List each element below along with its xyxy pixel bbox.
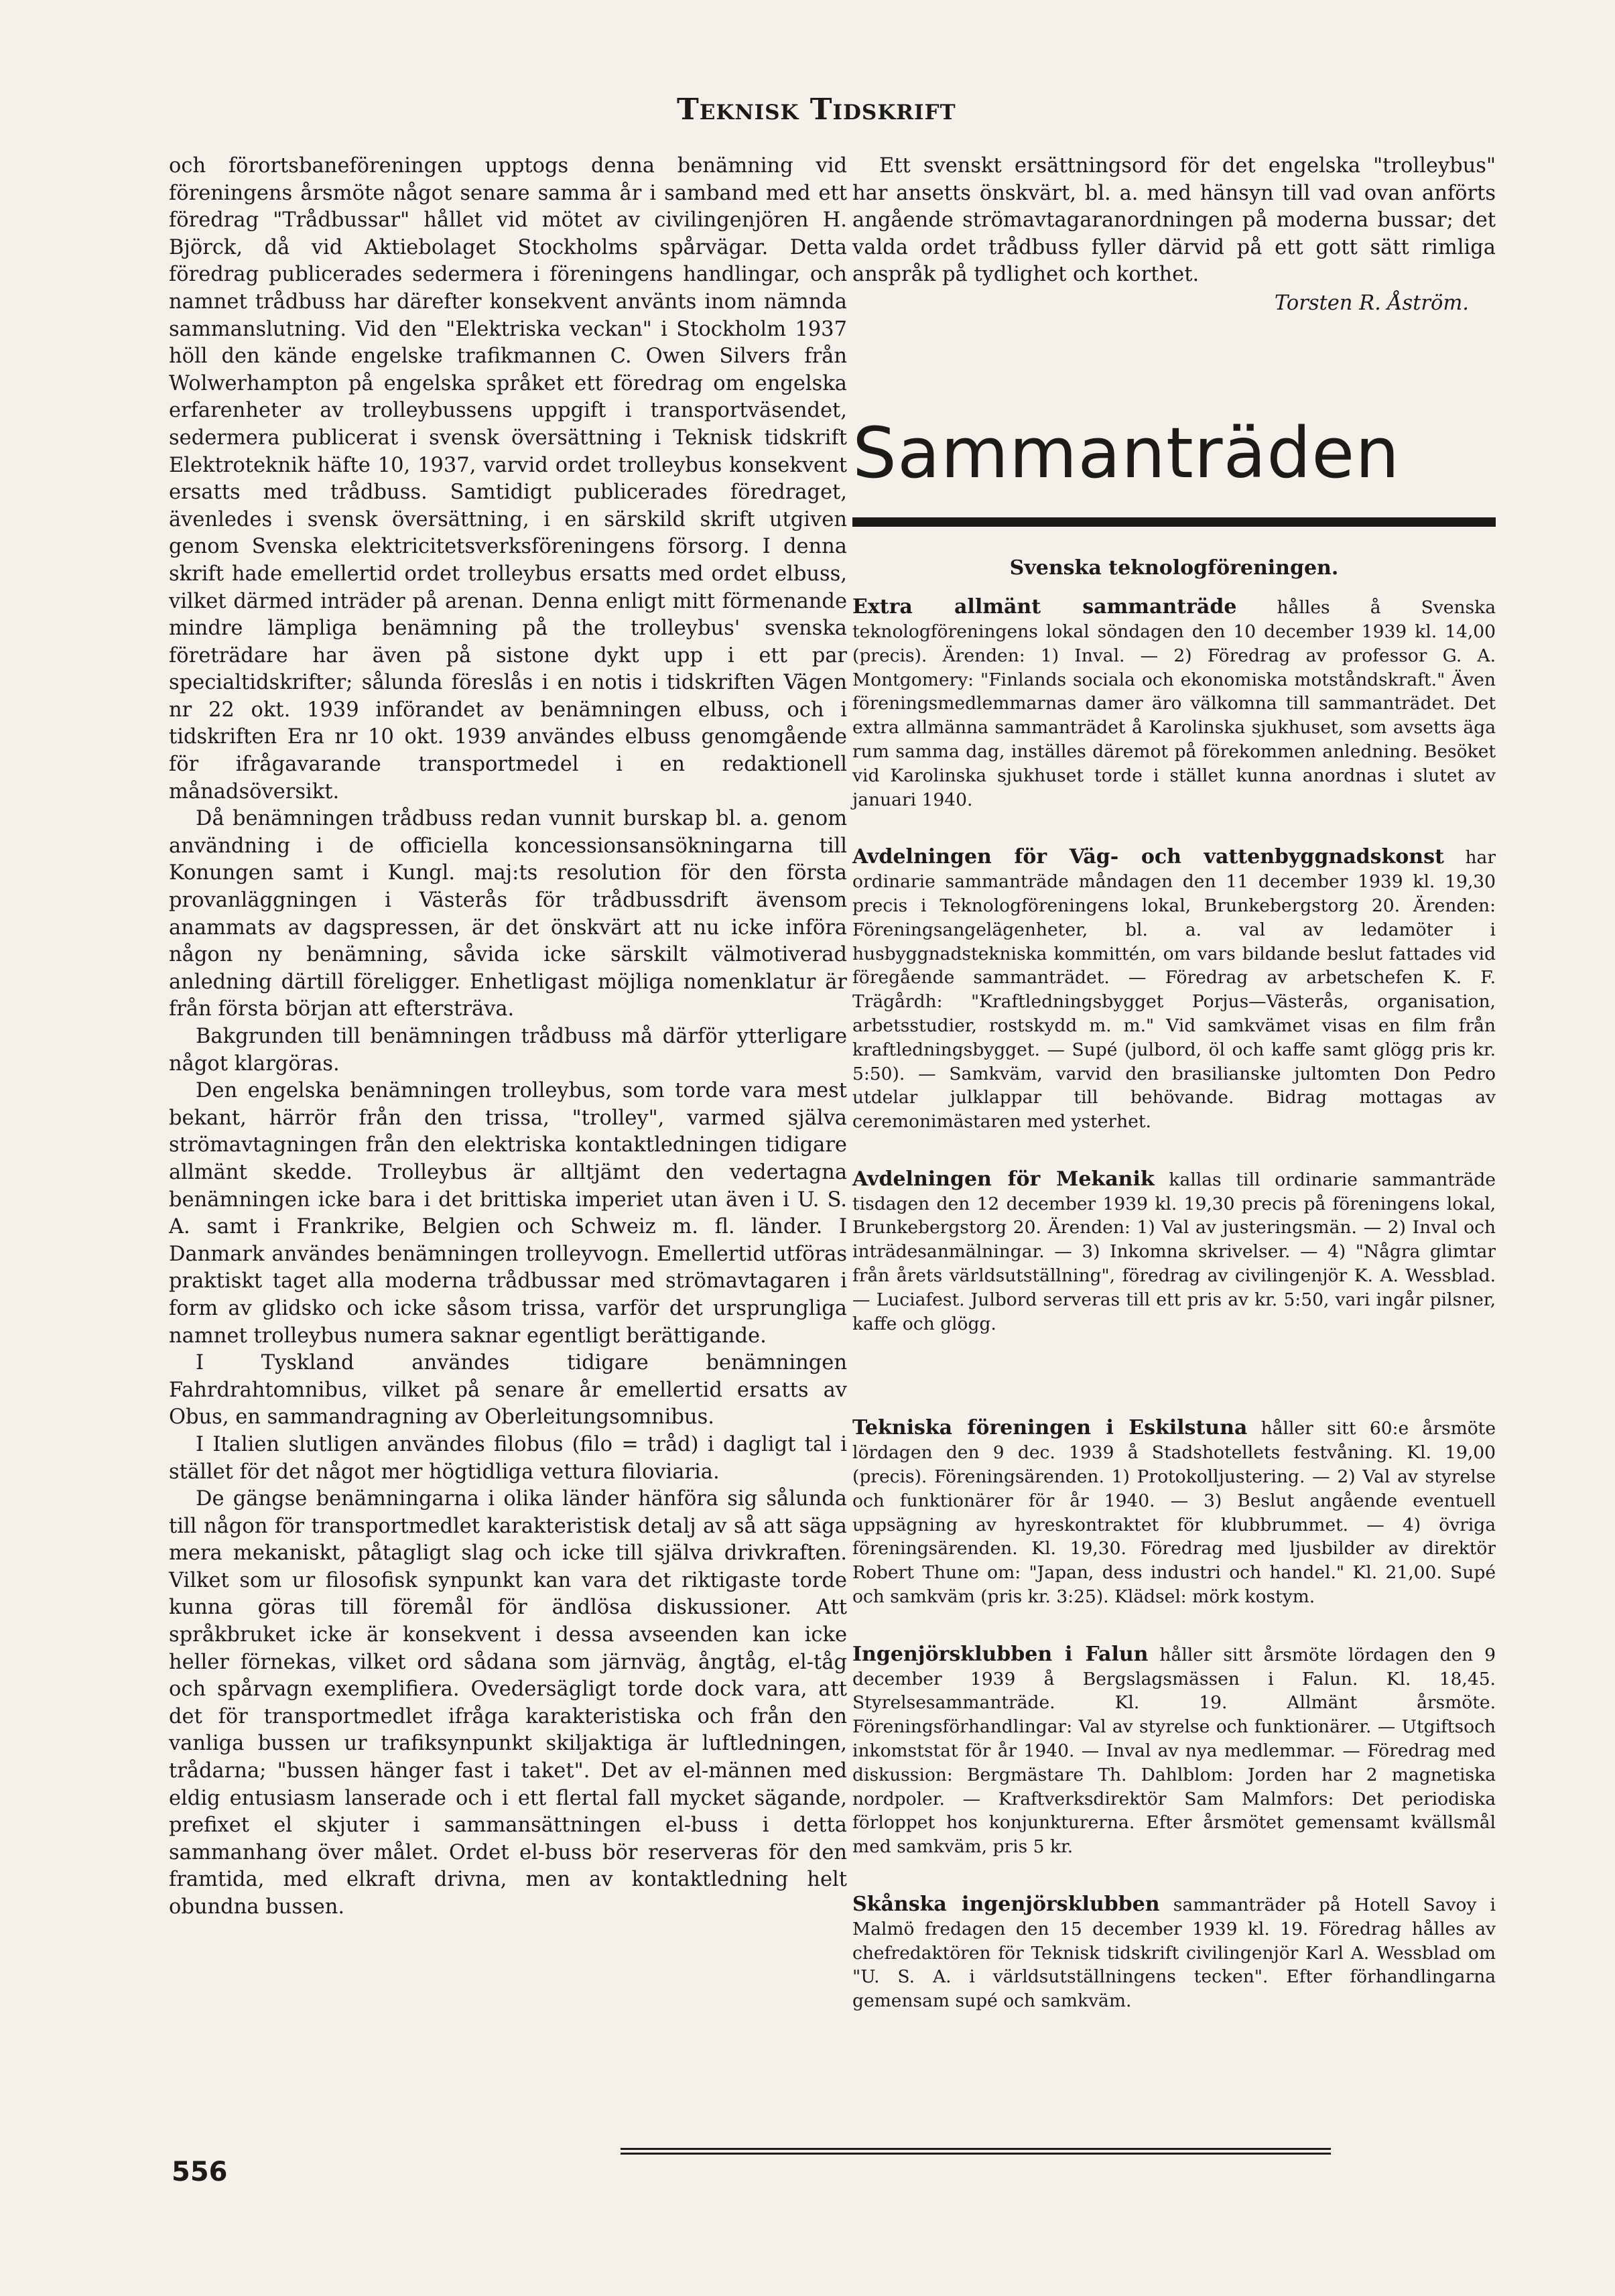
meeting-notice: [852, 845, 1496, 1134]
meeting-notice: [852, 1416, 1496, 1608]
notice-body: sammanträder på Hotell Savoy i Malmö fredagen den 15 december 1939 kl. 19. Föredrag hålles av chefredaktören för Teknisk tidskrift civilingenjör Karl A. Wessblad om "U. S. A. i världsutställningens tecken". Efter förhandlingarna gemensam supé och samkväm.: [852, 1895, 1496, 2012]
section-heading: Sammanträden: [852, 411, 1401, 494]
paragraph: Bakgrunden till benämningen trådbuss må därför ytterligare något klargöras.: [169, 1025, 847, 1076]
notice-title: Tekniska föreningen i Eskilstuna: [852, 1416, 1248, 1440]
notice-body: hålles å Svenska teknologföreningens lokal söndagen den 10 december 1939 kl. 14,00 (precis). Ärenden: 1) Inval. — 2) Föredrag av professor G. A. Montgomery: "Finlands sociala och ekonomiska motståndskraft." Även föreningsmedlemmarnas damer äro välkomna till sammanträdet. Det extra allmänna sammanträdet å Karolinska sjukhuset, som avsetts äga rum samma dag, inställes däremot på förekommen anledning. Besöket vid Karolinska sjukhuset torde i stället kunna anordnas i slutet av januari 1940.: [852, 597, 1496, 810]
author-signature: Torsten R. Åström.: [1274, 291, 1469, 315]
footer-rule: [621, 2148, 1331, 2155]
meeting-notice: [852, 1893, 1496, 2013]
paragraph: Den engelska benämningen trolleybus, som torde vara mest bekant, härrör från den trissa, "trolley", varmed själva strömavtagningen från den elektriska kontaktledningen tidigare allmänt skedde. Trolleybus är alltjämt den vedertagna benämningen icke bara i det brittiska imperiet utan även i U. S. A. samt i Frankrike, Belgien och Schweiz m. fl. länder. I Danmark användes benämningen trolleyvogn. Emellertid utföras praktiskt taget alla moderna trådbussar med strömavtagaren i form av glidsko och icke såsom trissa, varför det ursprungliga namnet trolleybus numera saknar egentligt berättigande.: [169, 1079, 847, 1348]
paragraph: De gängse benämningarna i olika länder hänföra sig sålunda till någon för transportmedlet karakteristisk detalj av så att säga mera mekaniskt, påtagligt slag och icke till själva drivkraften. Vilket som ur filosofisk synpunkt kan vara det riktigaste torde kunna göras till föremål för ändlösa diskussioner. Att språkbruket icke är konsekvent i dessa avseenden kan icke heller förnekas, vilket ord sådana som järnväg, ångtåg, el-tåg och spårvagn exemplifiera. Ovedersägligt torde dock vara, att det för transportmedlet ifråga karakteristiska och från den vanliga bussen ur trafiksynpunkt skiljaktiga är luftledningen, trådarna; "bussen hänger fast i taket". Det av el-männen med eldig entusiasm lanserade och i ett flertal fall mycket sägande, prefixet el skjuter i sammansättningen el-buss i detta sammanhang över målet. Ordet el-buss bör reserveras för den framtida, med elkraft drivna, men av kontaktledning helt obundna bussen.: [169, 1487, 847, 1919]
notice-title: Avdelningen för Mekanik: [852, 1167, 1155, 1191]
notice-title: Extra allmänt sammanträde: [852, 595, 1237, 619]
left-column: [169, 153, 847, 1921]
notice-title: Skånska ingenjörsklubben: [852, 1893, 1160, 1917]
journal-title: Teknisk Tidskrift: [677, 92, 956, 127]
paragraph: I Italien slutligen användes filobus (filo = tråd) i dagligt tal i stället för det något mer högtidliga vettura filoviaria.: [169, 1432, 847, 1484]
notice-body: håller sitt årsmöte lördagen den 9 december 1939 å Bergslagsmässen i Falun. Kl. 18,45. Styrelsesammanträde. Kl. 19. Allmänt årsmöte. Föreningsförhandlingar: Val av styrelse och funktionärer. — Utgiftsoch inkomststat för år 1940. — Inval av nya medlemmar. — Föredrag med diskussion: Bergmästare Th. Dahlblom: Jorden har 2 magnetiska nordpoler. — Kraftverksdirektör Sam Malmfors: Det periodiska förloppet hos konjunkturerna. Efter årsmötet gemensamt kvällsmål med samkväm, pris 5 kr.: [852, 1644, 1496, 1858]
heading-rule: [852, 517, 1496, 527]
meeting-notice: [852, 1643, 1496, 1859]
intro-paragraph: Ett svenskt ersättningsord för det engelska "trolleybus" har ansetts önskvärt, bl. a. med hänsyn till vad ovan anförts angående strömavtagaranordningen på moderna bussar; det valda ordet trådbuss fyller därvid på ett gott sätt rimliga anspråk på tydlighet och korthet.: [852, 154, 1496, 287]
paragraph: och förortsbaneföreningen upptogs denna benämning vid föreningens årsmöte något senare samma år i samband med ett föredrag "Trådbussar" hållet vid mötet av civilingenjören H. Björck, då vid Aktiebolaget Stockholms spårvägar. Detta föredrag publicerades sedermera i föreningens handlingar, och namnet trådbuss har därefter konsekvent använts inom nämnda sammanslutning. Vid den "Elektriska veckan" i Stockholm 1937 höll den kände engelske trafikmannen C. Owen Silvers från Wolwerhampton på engelska språket ett föredrag om engelska erfarenheter av trolleybussens uppgift i transportväsendet, sedermera publicerat i svensk översättning i Teknisk tidskrift Elektroteknik häfte 10, 1937, varvid ordet trolleybus konsekvent ersatts med trådbuss. Samtidigt publicerades föredraget, ävenledes i svensk översättning, i en särskild skrift utgiven genom Svenska elektricitetsverksföreningens försorg. I denna skrift hade emellertid ordet trolleybus ersatts med ordet elbuss, vilket därmed inträder på arenan. Denna enligt mitt förmenande mindre lämpliga benämning på the trolleybus' svenska företrädare har även på sistone dykt upp i ett par specialtidskrifter; sålunda föreslås i en notis i tidskriften Vägen nr 22 okt. 1939 införandet av benämningen elbuss, och i tidskriften Era nr 10 okt. 1939 användes elbuss genomgående för ifrågavarande transportmedel i en redaktionell månadsöversikt.: [169, 154, 847, 804]
notice-title: Avdelningen för Väg- och vattenbyggnadskonst: [852, 845, 1444, 869]
notice-body: håller sitt 60:e årsmöte lördagen den 9 dec. 1939 å Stadshotellets festvåning. Kl. 19,00 (precis). Föreningsärenden. 1) Protokolljustering. — 2) Val av styrelse och funktionärer för år 1940. — 3) Beslut angående eventuell uppsägning av hyreskontraktet för klubbrummet. — 4) övriga föreningsärenden. Kl. 19,30. Föredrag med ljusbilder av direktör Robert Thune om: "Japan, dess industri och handel." Kl. 21,00. Supé och samkväm (pris kr. 3:25). Klädsel: mörk kostym.: [852, 1418, 1496, 1608]
paragraph: I Tyskland användes tidigare benämningen Fahrdrahtomnibus, vilket på senare år emellertid ersatts av Obus, en sammandragning av Oberleitungsomnibus.: [169, 1351, 847, 1429]
page-number: 556: [172, 2157, 228, 2187]
notice-body: kallas till ordinarie sammanträde tisdagen den 12 december 1939 kl. 19,30 precis på föreningens lokal, Brunkebergstorg 20. Ärenden: 1) Val av justeringsmän. — 2) Inval och inträdesanmälningar. — 3) Inkomna skrivelser. — 4) "Några glimtar från årets världsutställning", föredrag av civilingenjör K. A. Wessblad. — Luciafest. Julbord serveras till ett pris av kr. 5:50, vari ingår pilsner, kaffe och glögg.: [852, 1169, 1496, 1334]
society-heading: Svenska teknologföreningen.: [1009, 556, 1339, 580]
meeting-notice: [852, 1167, 1496, 1336]
meeting-notice: [852, 595, 1496, 812]
paragraph: Då benämningen trådbuss redan vunnit burskap bl. a. genom användning i de officiella koncessionsansökningarna till Konungen samt i Kungl. maj:ts resolution för den första provanläggningen i Västerås för trådbussdrift ävensom anammats av dagspressen, är det önskvärt att nu icke införa någon ny benämning, såvida icke särskilt välmotiverad anledning därtill föreligger. Enhetligast möjliga nomenklatur är från första början att eftersträva.: [169, 807, 847, 1021]
notice-title: Ingenjörsklubben i Falun: [852, 1642, 1149, 1666]
notice-body: har ordinarie sammanträde måndagen den 11 december 1939 kl. 19,30 precis i Teknologföreningens lokal, Brunkebergstorg 20. Ärenden: Föreningsangelägenheter, bl. a. val av ledamöter i husbyggnadstekniska kommittén, om vars bildande beslut fattades vid föregående sammanträdet. — Föredrag av arbetschefen K. F. Trägårdh: "Kraftledningsbygget Porjus—Västerås, organisation, arbetsstudier, rostskydd m. m." Vid samkvämet visas en film från kraftledningsbygget. — Supé (julbord, öl och kaffe samt glögg pris kr. 5:50). — Samkväm, varvid den brasilianske jultomten Don Pedro utdelar julklappar till behövande. Bidrag mottagas av ceremonimästaren med ysterhet.: [852, 847, 1496, 1133]
right-column: [852, 153, 1496, 2013]
